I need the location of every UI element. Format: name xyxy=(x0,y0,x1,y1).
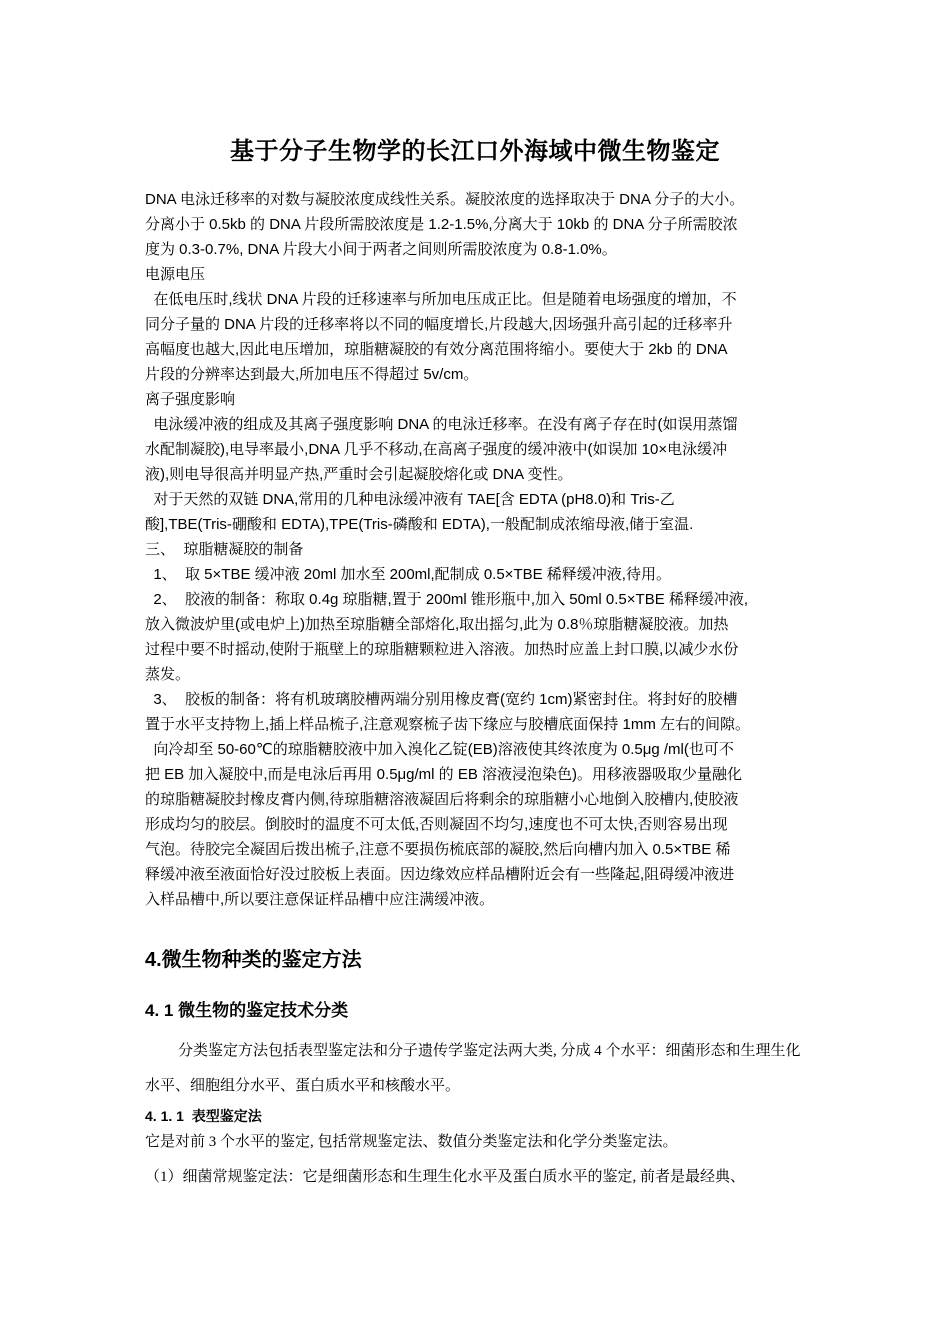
body-line: 向冷却至 50-60℃的琼脂糖胶液中加入溴化乙锭(EB)溶液使其终浓度为 0.5μg /ml(也可不 xyxy=(145,741,734,758)
body-line: 入样品槽中,所以要注意保证样品槽中应注满缓冲液。 xyxy=(145,891,495,908)
subheading-power-voltage: 电源电压 xyxy=(145,266,206,283)
section-4-heading: 4.微生物种类的鉴定方法 xyxy=(145,949,362,971)
body-line: 酸],TBE(Tris-硼酸和 EDTA),TPE(Tris-磷酸和 EDTA),一般配制成浓缩母液,储于室温. xyxy=(145,516,694,533)
body-line: 的琼脂糖凝胶封橡皮膏内侧,待琼脂糖溶液凝固后将剩余的琼脂糖小心地倒入胶槽内,使胶液 xyxy=(145,791,739,808)
body-line: 液),则电导很高并明显产热,严重时会引起凝胶熔化或 DNA 变性。 xyxy=(145,466,573,483)
section-4-1-heading: 4. 1 微生物的鉴定技术分类 xyxy=(145,1001,349,1020)
section-4-1-1-list-item: （1）细菌常规鉴定法：它是细菌形态和生理生化水平及蛋白质水平的鉴定, 前者是最经典、 xyxy=(145,1169,746,1185)
document-body xyxy=(145,187,815,912)
body-line: 过程中要不时摇动,使附于瓶壁上的琼脂糖颗粒进入溶液。加热时应盖上封口膜,以减少水份 xyxy=(145,641,739,658)
list-item: 2、 胶液的制备：称取 0.4g 琼脂糖,置于 200ml 锥形瓶中,加入 50ml 0.5×TBE 稀释缓冲液, xyxy=(145,591,749,608)
subheading-ionic-strength: 离子强度影响 xyxy=(145,391,236,408)
body-line: 把 EB 加入凝胶中,而是电泳后再用 0.5μg/ml 的 EB 溶液浸泡染色)。用移液器吸取少量融化 xyxy=(145,766,743,783)
body-line: 蒸发。 xyxy=(145,666,191,683)
body-line: 片段的分辨率达到最大,所加电压不得超过 5v/cm。 xyxy=(145,366,479,383)
section-4-1-1-heading: 4. 1. 1 表型鉴定法 xyxy=(145,1108,262,1124)
body-line: 对于天然的双链 DNA,常用的几种电泳缓冲液有 TAE[含 EDTA (pH8.0)和 Tris-乙 xyxy=(145,491,675,508)
body-line: 释缓冲液至液面恰好没过胶板上表面。因边缘效应样品槽附近会有一些隆起,阻碍缓冲液进 xyxy=(145,866,735,883)
subheading-agarose-gel: 三、 琼脂糖凝胶的制备 xyxy=(145,541,304,558)
list-item: 1、 取 5×TBE 缓冲液 20ml 加水至 200ml,配制成 0.5×TBE 稀释缓冲液,待用。 xyxy=(145,566,671,583)
body-line: 形成均匀的胶层。倒胶时的温度不可太低,否则凝固不均匀,速度也不可太快,否则容易出现 xyxy=(145,816,728,833)
body-line: 同分子量的 DNA 片段的迁移率将以不同的幅度增长,片段越大,因场强升高引起的迁移率升 xyxy=(145,316,733,333)
body-line: 电泳缓冲液的组成及其离子强度影响 DNA 的电泳迁移率。在没有离子存在时(如误用蒸馏 xyxy=(145,416,738,433)
body-line: 在低电压时,线状 DNA 片段的迁移速率与所加电压成正比。但是随着电场强度的增加，不 xyxy=(145,291,737,308)
section-4-1-1-paragraph: 它是对前 3 个水平的鉴定, 包括常规鉴定法、数值分类鉴定法和化学分类鉴定法。 xyxy=(145,1134,678,1150)
body-line: 放入微波炉里(或电炉上)加热至琼脂糖全部熔化,取出摇匀,此为 0.8％琼脂糖凝胶液。加热 xyxy=(145,616,729,633)
document-title: 基于分子生物学的长江口外海域中微生物鉴定 xyxy=(230,138,720,165)
list-item: 3、 胶板的制备：将有机玻璃胶槽两端分别用橡皮膏(宽约 1cm)紧密封住。将封好的胶槽 xyxy=(145,691,738,708)
section-4-1-paragraph: 分类鉴定方法包括表型鉴定法和分子遗传学鉴定法两大类, 分成 4 个水平：细菌形态和生理生化水平、细胞组分水平、蛋白质水平和核酸水平。 xyxy=(145,1043,801,1094)
body-line: 置于水平支持物上,插上样品梳子,注意观察梳子齿下缘应与胶槽底面保持 1mm 左右的间隙。 xyxy=(145,716,751,733)
body-line: 度为 0.3-0.7%, DNA 片段大小间于两者之间则所需胶浓度为 0.8-1.0%。 xyxy=(145,241,617,258)
body-line: 气泡。待胶完全凝固后拨出梳子,注意不要损伤梳底部的凝胶,然后向槽内加入 0.5×TBE 稀 xyxy=(145,841,731,858)
body-line: 分离小于 0.5kb 的 DNA 片段所需胶浓度是 1.2-1.5%,分离大于 10kb 的 DNA 分子所需胶浓 xyxy=(145,216,738,233)
body-line: 水配制凝胶),电导率最小,DNA 几乎不移动,在高离子强度的缓冲液中(如误加 10×电泳缓冲 xyxy=(145,441,728,458)
body-line: 高幅度也越大,因此电压增加，琼脂糖凝胶的有效分离范围将缩小。要使大于 2kb 的 DNA xyxy=(145,341,728,358)
body-line: DNA 电泳迁移率的对数与凝胶浓度成线性关系。凝胶浓度的选择取决于 DNA 分子的大小。 xyxy=(145,191,745,208)
